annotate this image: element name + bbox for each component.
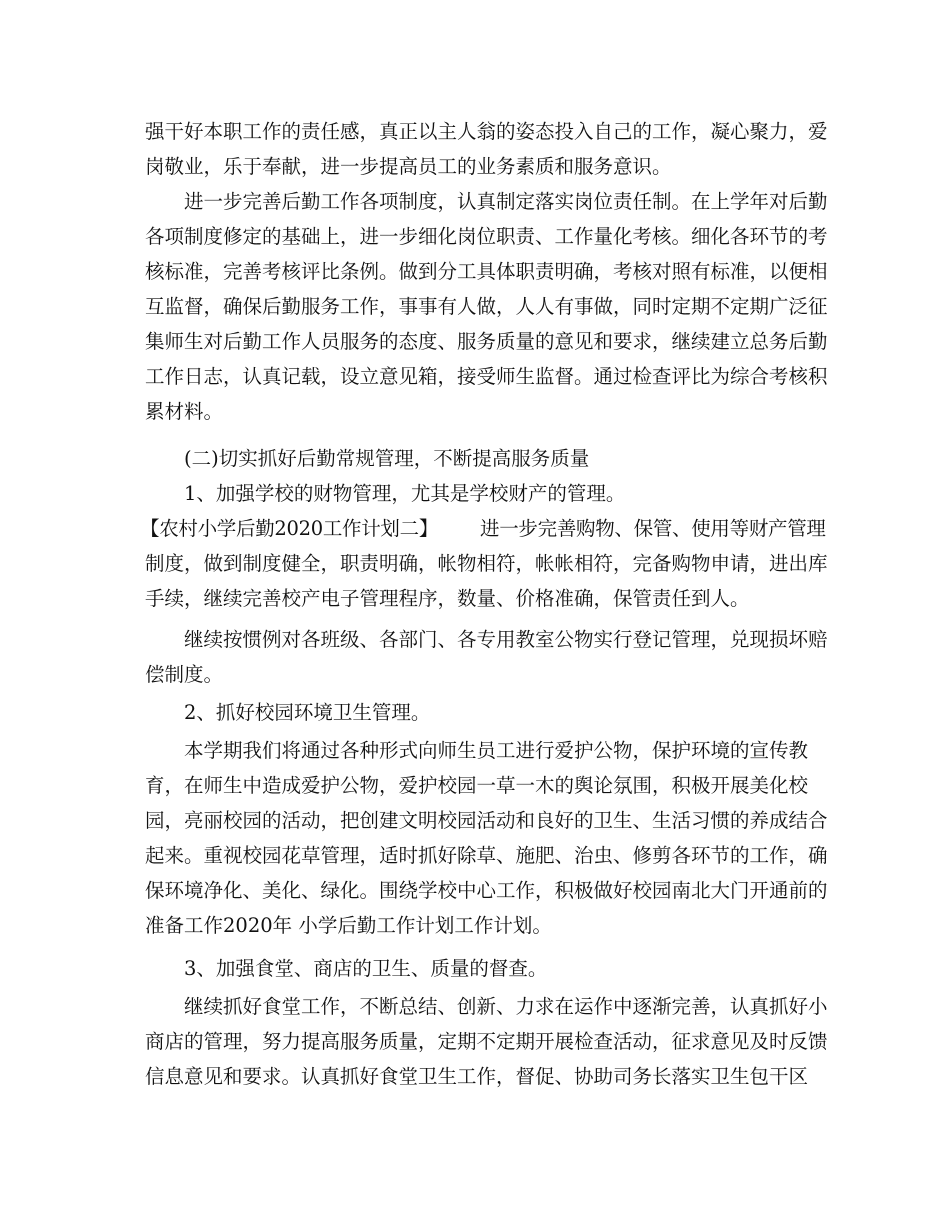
text-line: 手续，继续完善校产电子管理程序，数量、价格准确，保管责任到人。: [145, 587, 750, 610]
text-line: 进一步完善后勤工作各项制度，认真制定落实岗位责任制。在上学年对后勤: [184, 190, 828, 213]
text-line: 本学期我们将通过各种形式向师生员工进行爱护公物，保护环境的宣传教: [184, 739, 809, 762]
text-line-with-title: [140, 516, 826, 542]
text-line: 继续抓好食堂工作，不断总结、创新、力求在运作中逐渐完善，认真抓好小: [184, 995, 828, 1018]
text-line: 育，在师生中造成爱护公物，爱护校园一草一木的舆论氛围，积极开展美化校: [145, 774, 809, 797]
item-heading: 3、加强食堂、商店的卫生、质量的督查。: [184, 957, 548, 980]
text-line: 信息意见和要求。认真抓好食堂卫生工作，督促、协助司务长落实卫生包干区: [145, 1065, 809, 1088]
text-line-continuation: 进一步完善购物、保管、使用等财产管理: [480, 517, 826, 540]
text-line: 园，亮丽校园的活动，把创建文明校园活动和良好的卫生、生活习惯的养成结合: [145, 809, 828, 832]
text-line: 互监督，确保后勤服务工作，事事有人做，人人有事做，同时定期不定期广泛征: [145, 295, 828, 318]
item-heading: 2、抓好校园环境卫生管理。: [184, 701, 431, 724]
text-line: 核标准，完善考核评比条例。做到分工具体职责明确，考核对照有标准，以便相: [145, 260, 828, 283]
text-line: 制度，做到制度健全，职责明确，帐物相符，帐帐相符，完备购物申请，进出库: [145, 552, 828, 575]
text-line: 继续按惯例对各班级、各部门、各专用教室公物实行登记管理，兑现损坏赔: [184, 628, 828, 651]
section-heading: (二)切实抓好后勤常规管理，不断提高服务质量: [184, 447, 590, 470]
text-line: 工作日志，认真记载，设立意见箱，接受师生监督。通过检查评比为综合考核积: [145, 365, 828, 388]
inline-title: 【农村小学后勤2020工作计划二】: [140, 517, 439, 540]
text-line: 集师生对后勤工作人员服务的态度、服务质量的意见和要求，继续建立总务后勤: [145, 330, 828, 353]
text-line: 各项制度修定的基础上，进一步细化岗位职责、工作量化考核。细化各环节的考: [145, 225, 828, 248]
text-line: 强干好本职工作的责任感，真正以主人翁的姿态投入自己的工作，凝心聚力，爱: [145, 120, 828, 143]
text-line: 累材料。: [145, 400, 224, 423]
text-line: 偿制度。: [145, 663, 224, 686]
item-heading: 1、加强学校的财物管理，尤其是学校财产的管理。: [184, 482, 626, 505]
text-line: 商店的管理，努力提高服务质量，定期不定期开展检查活动，征求意见及时反馈: [145, 1030, 828, 1053]
text-line: 准备工作2020年 小学后勤工作计划工作计划。: [145, 914, 552, 937]
text-line: 保环境净化、美化、绿化。围绕学校中心工作，积极做好校园南北大门开通前的: [145, 879, 828, 902]
text-line: 起来。重视校园花草管理，适时抓好除草、施肥、治虫、修剪各环节的工作，确: [145, 844, 828, 867]
text-line: 岗敬业，乐于奉献，进一步提高员工的业务素质和服务意识。: [145, 155, 672, 178]
